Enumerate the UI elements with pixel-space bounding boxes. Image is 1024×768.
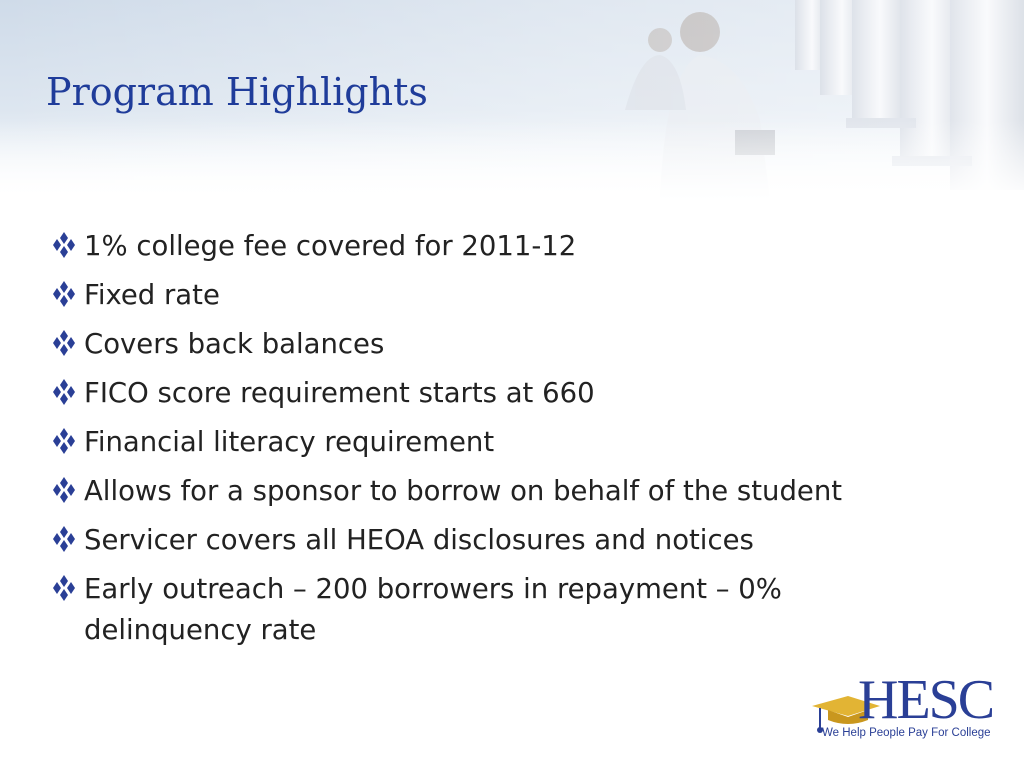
bullet-text: 1% college fee covered for 2011-12 [84, 230, 577, 262]
bullet-text: Early outreach – 200 borrowers in repayment – 0% delinquency rate [84, 573, 782, 646]
list-item [48, 275, 948, 316]
list-item [48, 520, 948, 561]
diamond-bullet-icon [48, 426, 80, 458]
bullet-text: Servicer covers all HEOA disclosures and notices [84, 524, 754, 556]
bullet-text: FICO score requirement starts at 660 [84, 377, 595, 409]
bullet-text: Allows for a sponsor to borrow on behalf of the student [84, 475, 843, 507]
list-item [48, 422, 948, 463]
diamond-bullet-icon [48, 377, 80, 409]
bullet-text: Covers back balances [84, 328, 385, 360]
list-item [48, 471, 948, 512]
logo-tagline: We Help People Pay For College [822, 727, 991, 739]
list-item [48, 569, 948, 651]
bullet-text: Financial literacy requirement [84, 426, 495, 458]
diamond-bullet-icon [48, 230, 80, 262]
list-item [48, 226, 948, 267]
bullet-list [48, 226, 948, 659]
list-item [48, 373, 948, 414]
diamond-bullet-icon [48, 524, 80, 556]
diamond-bullet-icon [48, 328, 80, 360]
slide-title: Program Highlights [46, 70, 428, 114]
diamond-bullet-icon [48, 475, 80, 507]
diamond-bullet-icon [48, 573, 80, 605]
list-item [48, 324, 948, 365]
diamond-bullet-icon [48, 279, 80, 311]
logo-wordmark: HESC [858, 669, 994, 731]
bullet-text: Fixed rate [84, 279, 220, 311]
